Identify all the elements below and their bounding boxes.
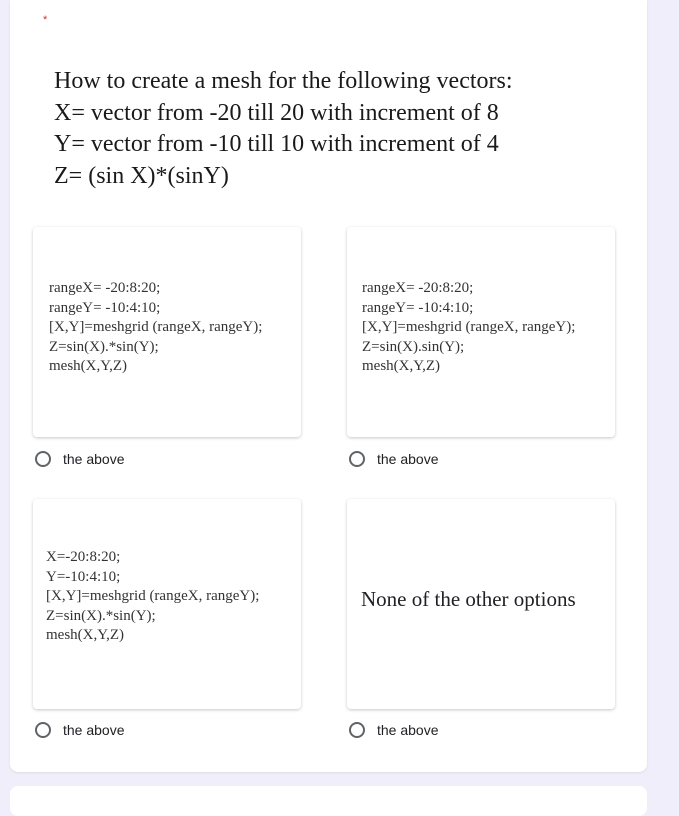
option-1-label: the above [63, 451, 125, 467]
option-2-radio[interactable] [349, 451, 365, 467]
option-4-text: None of the other options [361, 587, 576, 611]
option-2-radio-row[interactable] [349, 451, 439, 467]
option-2-image[interactable] [347, 227, 615, 437]
question-card [10, 0, 647, 772]
option-3-code: X=-20:8:20; Y=-10:4:10; [X,Y]=meshgrid (rangeX, rangeY); Z=sin(X).*sin(Y); mesh(X,Y,Z) [46, 549, 260, 643]
option-4-radio-row[interactable] [349, 722, 439, 738]
question-line: Y= vector from -10 till 10 with increment of 4 [54, 131, 499, 157]
option-1-image[interactable] [33, 227, 301, 437]
question-line: How to create a mesh for the following vectors: [54, 68, 513, 94]
option-1-radio[interactable] [35, 451, 51, 467]
required-marker: * [43, 14, 48, 26]
option-1-radio-row[interactable] [35, 451, 125, 467]
question-line: Z= (sin X)*(sinY) [54, 162, 229, 189]
option-3-radio[interactable] [35, 722, 51, 738]
next-question-card [10, 786, 647, 816]
option-3-label: the above [63, 722, 125, 738]
option-4-radio[interactable] [349, 722, 365, 738]
question-text [54, 66, 513, 192]
option-4-label: the above [377, 722, 439, 738]
option-2-code: rangeX= -20:8:20; rangeY= -10:4:10; [X,Y]=meshgrid (rangeX, rangeY); Z=sin(X).sin(Y); mesh(X,Y,Z) [362, 280, 576, 374]
option-3-image[interactable] [33, 499, 301, 709]
question-line: X= vector from -20 till 20 with increment of 8 [54, 99, 499, 126]
option-2-label: the above [377, 451, 439, 467]
option-1-code: rangeX= -20:8:20; rangeY= -10:4:10; [X,Y]=meshgrid (rangeX, rangeY); Z=sin(X).*sin(Y); mesh(X,Y,Z) [49, 280, 263, 374]
option-3-radio-row[interactable] [35, 722, 125, 738]
option-4-image[interactable] [347, 499, 615, 709]
